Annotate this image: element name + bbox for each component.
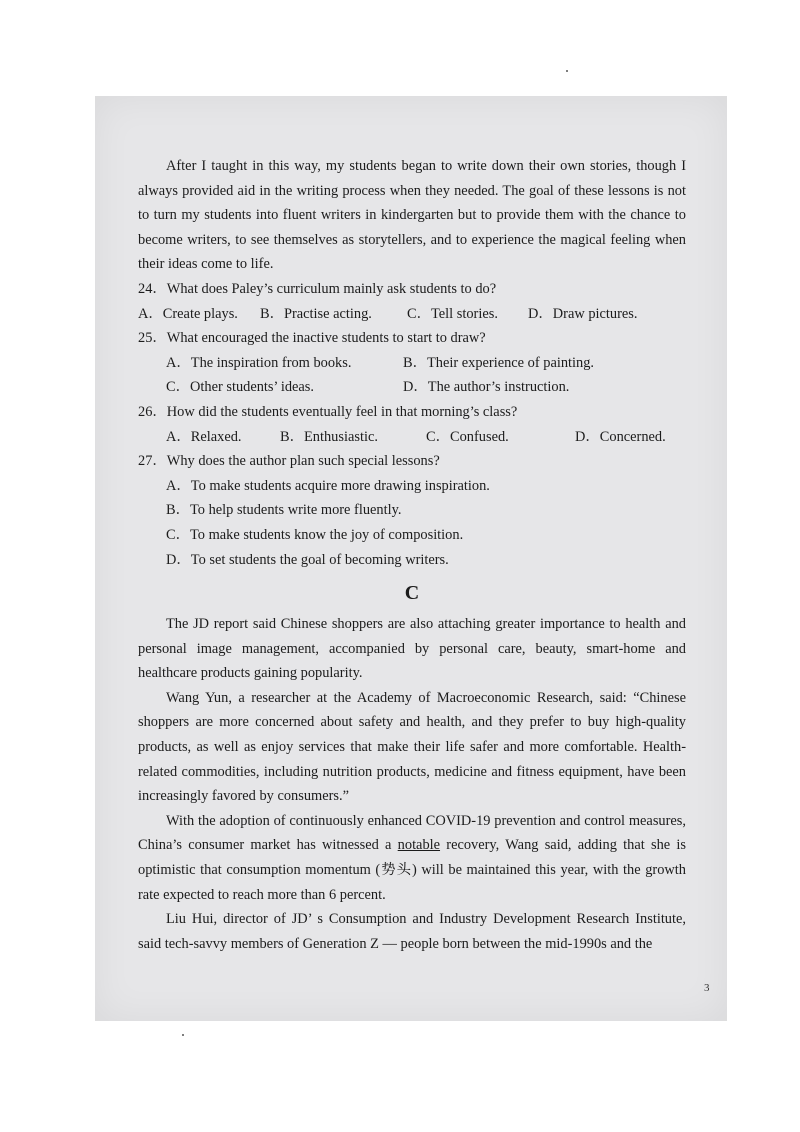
option-c: C．Other students’ ideas. [166, 379, 315, 396]
options-row [138, 302, 686, 327]
option-b: B．Enthusiastic. [280, 428, 378, 445]
option-b: B．Their experience of painting. [403, 354, 595, 371]
option-d: D．Draw pictures. [528, 305, 638, 322]
option-d: D．Concerned. [575, 428, 666, 445]
underlined-word: notable [397, 837, 441, 854]
option-b: B．To help students write more fluently. [166, 502, 402, 519]
option-c: C．Confused. [426, 428, 509, 445]
option-a: A．Create plays. [138, 305, 238, 322]
option-c: C．To make students know the joy of composition. [166, 526, 464, 543]
option-c: C．Tell stories. [407, 305, 498, 322]
section-heading: C [404, 582, 420, 605]
options-row [138, 425, 686, 450]
options-grid [138, 351, 686, 400]
page-number: 3 [704, 982, 710, 994]
speck [182, 1034, 184, 1036]
speck [566, 70, 568, 72]
question-27 [138, 449, 686, 572]
question-stem: 25．What encouraged the inactive students to start to draw? [138, 330, 486, 347]
paragraph-text: With the adoption of continuously enhanced COVID-19 prevention and control measures, China’s consumer market has witnessed a [138, 812, 686, 854]
paragraph-text: recovery, Wang said, adding that she is optimistic that consumption momentum (势头) will be maintained this year, with the growth rate expected to reach more than 6 percent. [138, 837, 686, 903]
question-26 [138, 400, 686, 449]
option-a: A．The inspiration from books. [166, 354, 352, 371]
option-b: B．Practise acting. [260, 305, 372, 322]
passage-c-paragraph-1: The JD report said Chinese shoppers are also attaching greater importance to health and personal image management, accompanied by personal care, beauty, smart-home and healthcare products gaining popularity. [138, 616, 686, 682]
question-25 [138, 326, 686, 400]
question-stem: 27．Why does the author plan such special lessons? [138, 453, 440, 470]
intro-paragraph: After I taught in this way, my students began to write down their own stories, though I always provided aid in the writing process when they needed. The goal of these lessons is not to turn my students into fluent writers in kindergarten but to provide them with the chance to become writers, to see themselves as storytellers, and to experience the magical feeling when their ideas come to life. [138, 158, 686, 273]
question-24 [138, 277, 686, 326]
passage-c-paragraph-2: Wang Yun, a researcher at the Academy of Macroeconomic Research, said: “Chinese shoppers are more concerned about safety and health, and they prefer to buy high-quality products, as well as enjoy services that make their life safer and more comfortable. Health-related commodities, including nutrition products, medicine and fitness equipment, have been increasingly favored by consumers.” [138, 689, 686, 805]
option-a: A．Relaxed. [166, 428, 242, 445]
option-a: A．To make students acquire more drawing inspiration. [166, 477, 490, 494]
question-stem: 26．How did the students eventually feel in that morning’s class? [138, 403, 518, 420]
passage-c-paragraph-3 [138, 809, 686, 907]
page-content [138, 154, 686, 956]
exam-page [95, 96, 727, 1021]
passage-c-paragraph-4: Liu Hui, director of JD’ s Consumption and Industry Development Research Institute, said tech-savvy members of Generation Z — people born between the mid-1990s and the [138, 911, 686, 952]
option-d: D．The author’s instruction. [403, 379, 570, 396]
question-stem: 24．What does Paley’s curriculum mainly ask students to do? [138, 280, 497, 297]
option-d: D．To set students the goal of becoming writers. [166, 551, 449, 568]
